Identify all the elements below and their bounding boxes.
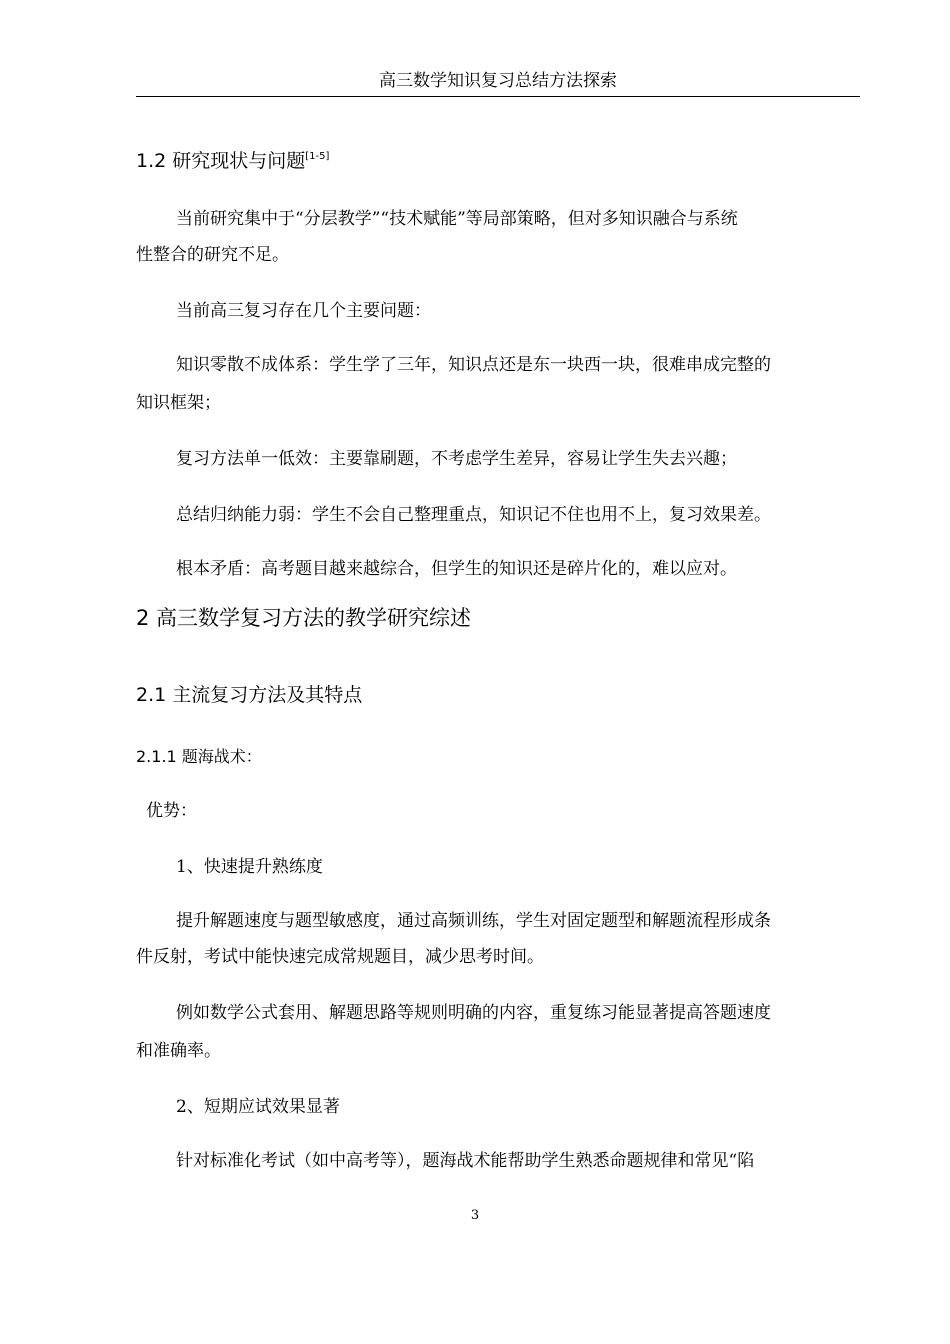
section-2-heading: 2 高三数学复习方法的教学研究综述 [136, 606, 472, 630]
paragraph-line: 复习方法单一低效：主要靠刷题，不考虑学生差异，容易让学生失去兴趣； [176, 449, 737, 469]
paragraph-line: 和准确率。 [136, 1041, 221, 1061]
paragraph-line: 件反射，考试中能快速完成常规题目，减少思考时间。 [136, 947, 544, 967]
list-item-title: 1、快速提升熟练度 [176, 857, 323, 877]
page-number: 3 [470, 1208, 480, 1223]
paragraph-line: 总结归纳能力弱：学生不会自己整理重点，知识记不住也用不上，复习效果差。 [176, 505, 771, 525]
citation-superscript: [1-5] [305, 151, 330, 162]
running-header-title: 高三数学知识复习总结方法探索 [379, 71, 617, 91]
paragraph-line: 当前高三复习存在几个主要问题： [176, 301, 431, 321]
list-item-title: 2、短期应试效果显著 [176, 1097, 340, 1117]
advantage-label: 优势： [146, 801, 197, 821]
paragraph-line: 提升解题速度与题型敏感度，通过高频训练，学生对固定题型和解题流程形成条 [176, 911, 771, 931]
paragraph-line: 知识框架； [136, 393, 221, 413]
paragraph-line: 针对标准化考试（如中高考等），题海战术能帮助学生熟悉命题规律和常见“陷 [176, 1151, 755, 1171]
paragraph-line: 当前研究集中于“分层教学”“技术赋能”等局部策略，但对多知识融合与系统 [176, 209, 738, 229]
paragraph-line: 例如数学公式套用、解题思路等规则明确的内容，重复练习能显著提高答题速度 [176, 1003, 771, 1023]
paragraph-line: 性整合的研究不足。 [136, 245, 289, 265]
section-2-1-heading: 2.1 主流复习方法及其特点 [136, 684, 363, 706]
paragraph-line: 知识零散不成体系：学生学了三年，知识点还是东一块西一块，很难串成完整的 [176, 355, 771, 375]
section-1-2-heading-text: 1.2 研究现状与问题 [136, 150, 306, 172]
section-1-2-heading [136, 148, 860, 174]
section-2-1-1-heading: 2.1.1 题海战术： [136, 747, 262, 766]
paragraph-line: 根本矛盾：高考题目越来越综合，但学生的知识还是碎片化的，难以应对。 [176, 559, 737, 579]
header-rule [136, 96, 860, 97]
